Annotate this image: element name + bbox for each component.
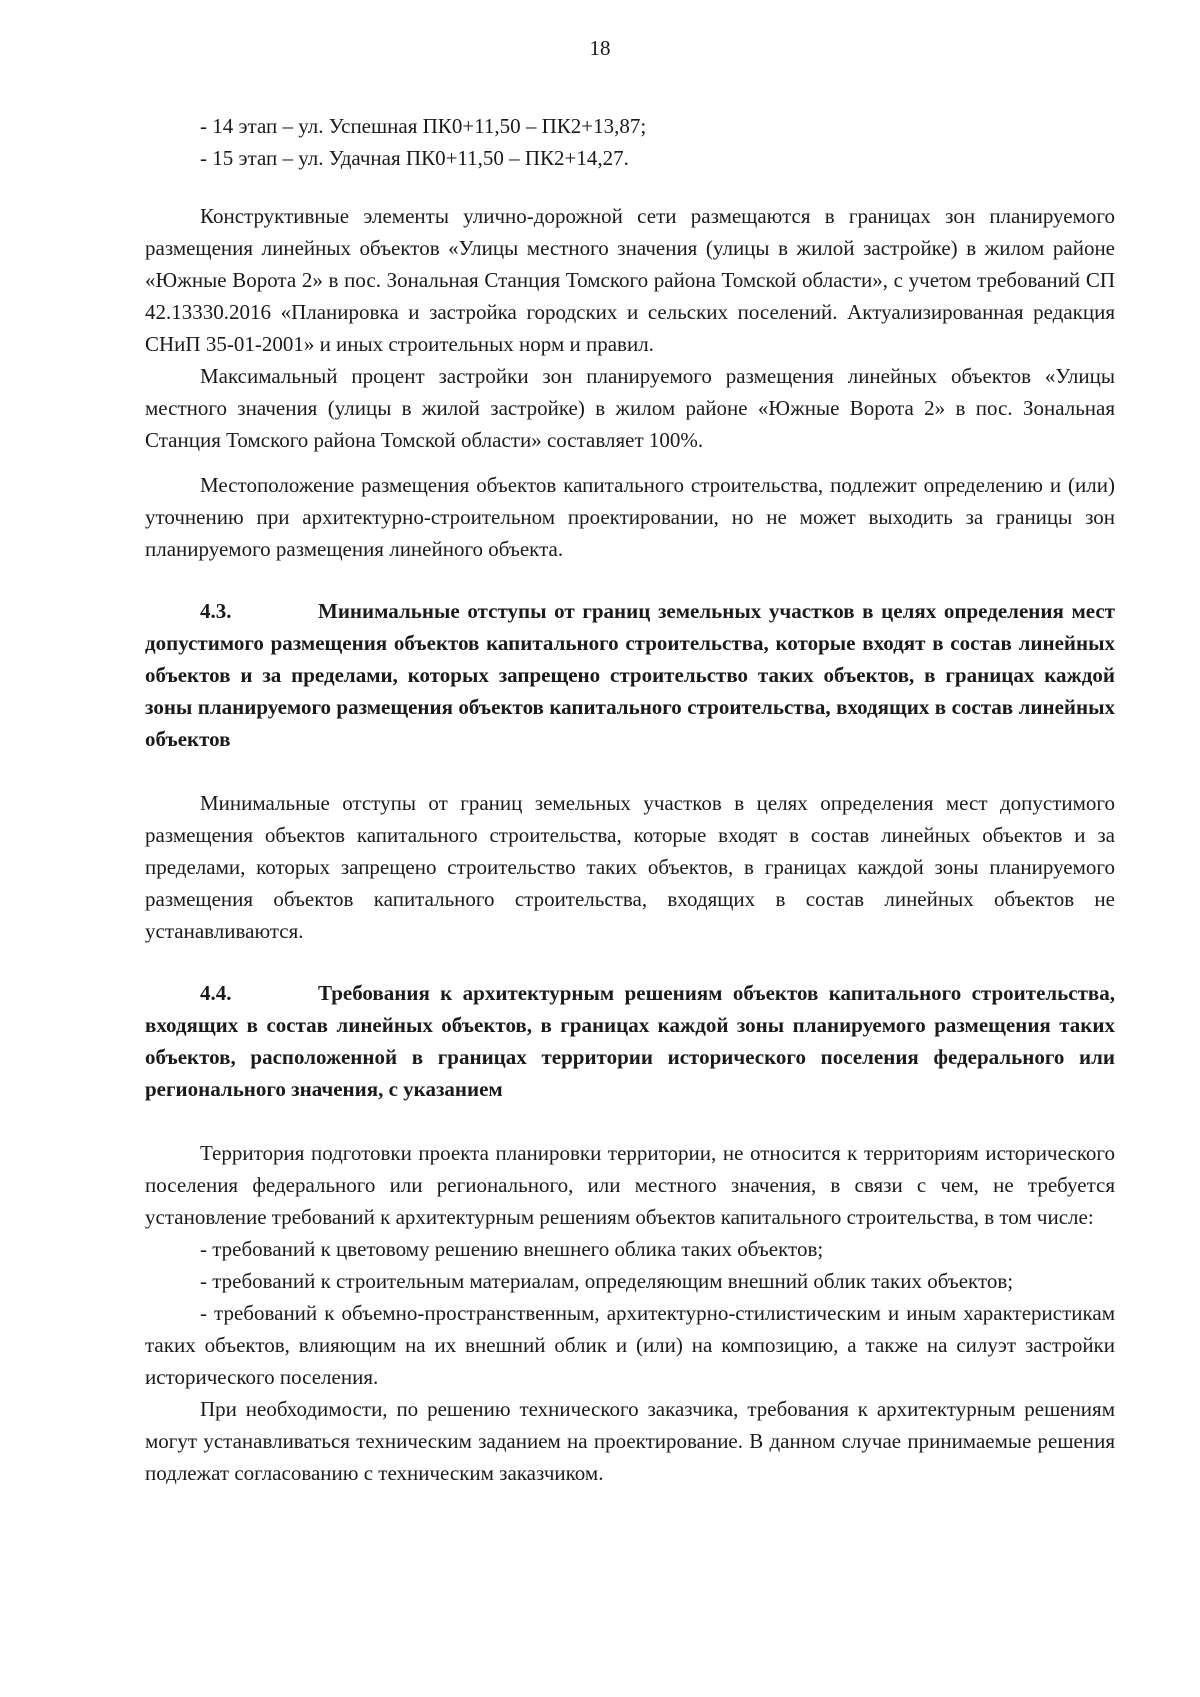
paragraph-territory: Территория подготовки проекта планировки территории, не относится к территориям исторического поселения федерального или регионального, или местного значения, в связи с чем, не требуется установление требований к архитектурным решениям объектов капитального строительства, в том числе: — [145, 1141, 1115, 1229]
section-number: 4.4. — [200, 981, 232, 1005]
paragraph-structural-elements: Конструктивные элементы улично-дорожной сети размещаются в границах зон планируемого размещения линейных объектов «Улицы местного значения (улицы в жилой застройке) в жилом районе «Южные Ворота 2» в пос. Зональная Станция Томского района Томской области», с учетом требований СП 42.13330.2016 «Планировка и застройка городских и сельских поселений. Актуализированная редакция СНиП 35-01-2001» и иных строительных норм и правил. — [145, 204, 1115, 356]
paragraph-location: Местоположение размещения объектов капитального строительства, подлежит определению и (или) уточнению при архитектурно-строительном проектировании, но не может выходить за границы зон планируемого размещения линейного объекта. — [145, 473, 1115, 561]
stage-item: - 14 этап – ул. Успешная ПК0+11,50 – ПК2+13,87; — [200, 114, 647, 138]
stage-list — [145, 110, 1115, 174]
section-title: Минимальные отступы от границ земельных участков в целях определения мест допустимого размещения объектов капитального строительства, которые входят в состав линейных объектов и за пределами, которых запрещено строительство таких объектов, в границах каждой зоны планируемого размещения объектов капитального строительства, входящих в состав линейных объектов — [145, 599, 1115, 751]
paragraph-closing: При необходимости, по решению технического заказчика, требования к архитектурным решениям могут устанавливаться техническим заданием на проектирование. В данном случае принимаемые решения подлежат согласованию с техническим заказчиком. — [145, 1397, 1115, 1485]
page-number: 18 — [589, 36, 611, 60]
section-heading-4-3 — [145, 595, 1115, 755]
requirement-item: - требований к цветовому решению внешнего облика таких объектов; — [200, 1237, 824, 1261]
paragraph-min-setbacks: Минимальные отступы от границ земельных участков в целях определения мест допустимого размещения объектов капитального строительства, которые входят в состав линейных объектов и за пределами, которых запрещено строительство таких объектов, в границах каждой зоны планируемого размещения объектов капитального строительства, входящих в состав линейных объектов не устанавливаются. — [145, 791, 1115, 943]
section-heading-4-4 — [145, 977, 1115, 1105]
requirement-item: - требований к строительным материалам, определяющим внешний облик таких объектов; — [200, 1269, 1014, 1293]
stage-item: - 15 этап – ул. Удачная ПК0+11,50 – ПК2+14,27. — [200, 146, 629, 170]
document-body — [145, 110, 1115, 1489]
requirement-item: - требований к объемно-пространственным, архитектурно-стилистическим и иным характеристикам таких объектов, влияющим на их внешний облик и (или) на композицию, а также на силуэт застройки исторического поселения. — [145, 1301, 1115, 1389]
section-number: 4.3. — [200, 599, 232, 623]
section-title: Требования к архитектурным решениям объектов капитального строительства, входящих в состав линейных объектов, в границах каждой зоны планируемого размещения таких объектов, расположенной в границах территории исторического поселения федерального или регионального значения, с указанием — [145, 981, 1115, 1101]
paragraph-max-build-percent: Максимальный процент застройки зон планируемого размещения линейных объектов «Улицы местного значения (улицы в жилой застройке) в жилом районе «Южные Ворота 2» в пос. Зональная Станция Томского района Томской области» составляет 100%. — [145, 364, 1115, 452]
